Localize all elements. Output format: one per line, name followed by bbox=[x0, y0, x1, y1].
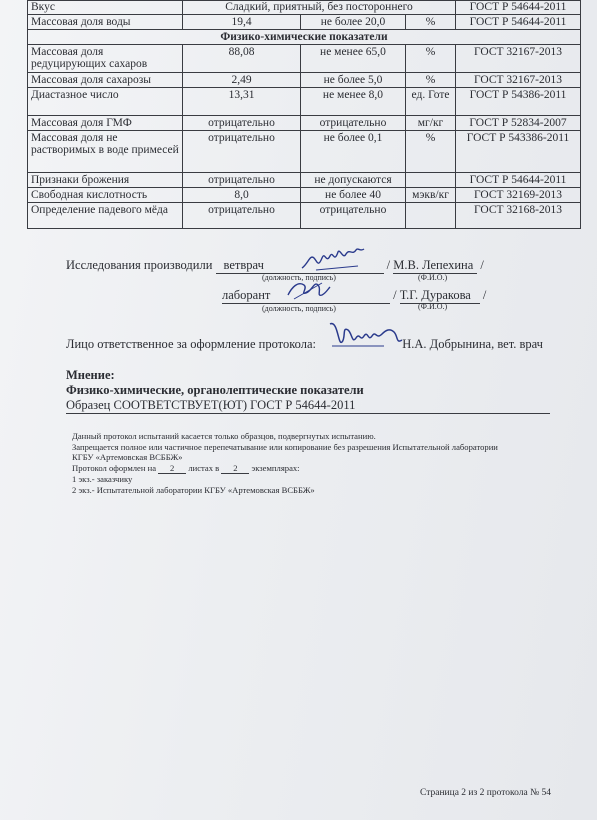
norm-cell: не более 40 bbox=[301, 188, 406, 203]
lab-position: лаборант bbox=[222, 288, 390, 304]
responsible-signature bbox=[324, 316, 408, 354]
vet-name: М.В. Лепехина bbox=[393, 258, 477, 274]
norm-cell: не допускаются bbox=[301, 173, 406, 188]
opinion-conclusion: Образец СООТВЕТСТВУЕТ(ЮТ) ГОСТ Р 54644-2011 bbox=[66, 398, 550, 414]
table-row bbox=[28, 88, 581, 116]
table-row bbox=[28, 1, 581, 15]
unit-cell: % bbox=[406, 131, 456, 173]
lab-fio-hint: (Ф.И.О.) bbox=[418, 302, 448, 311]
indicator-name: Вкус bbox=[28, 1, 183, 15]
studies-label: Исследования производили bbox=[66, 258, 213, 272]
result-cell: 19,4 bbox=[183, 15, 301, 30]
result-cell: отрицательно bbox=[183, 116, 301, 131]
indicator-name: Массовая доля ГМФ bbox=[28, 116, 183, 131]
result-cell: 13,31 bbox=[183, 88, 301, 116]
table-row bbox=[28, 173, 581, 188]
page-footer: Страница 2 из 2 протокола № 54 bbox=[420, 788, 552, 798]
unit-cell: мэкв/кг bbox=[406, 188, 456, 203]
norm-cell: не менее 65,0 bbox=[301, 45, 406, 73]
note-line: Данный протокол испытаний касается только образцов, подвергнутых испытанию. bbox=[72, 431, 376, 441]
result-cell: отрицательно bbox=[183, 131, 301, 173]
indicator-name: Свободная кислотность bbox=[28, 188, 183, 203]
lab-position-hint: (должность, подпись) bbox=[262, 304, 336, 313]
norm-cell: отрицательно bbox=[301, 116, 406, 131]
result-cell: 88,08 bbox=[183, 45, 301, 73]
method-cell: ГОСТ Р 543386-2011 bbox=[456, 131, 581, 173]
method-cell: ГОСТ Р 54644-2011 bbox=[456, 15, 581, 30]
vet-position: ветврач bbox=[216, 258, 384, 274]
indicator-name: Массовая доля воды bbox=[28, 15, 183, 30]
note-line bbox=[72, 463, 572, 475]
indicator-value: Сладкий, приятный, без постороннего bbox=[183, 1, 456, 15]
table-row bbox=[28, 188, 581, 203]
note-line: 1 экз.- заказчику bbox=[72, 474, 133, 484]
method-cell: ГОСТ 32167-2013 bbox=[456, 73, 581, 88]
table-row bbox=[28, 73, 581, 88]
table-row bbox=[28, 116, 581, 131]
norm-cell: не более 0,1 bbox=[301, 131, 406, 173]
responsible-name: Н.А. Добрынина, вет. врач bbox=[402, 337, 543, 351]
unit-cell: ед. Готе bbox=[406, 88, 456, 116]
copies-count: 2 bbox=[221, 463, 249, 475]
vet-fio-hint: (Ф.И.О.) bbox=[418, 273, 448, 282]
norm-cell: не более 20,0 bbox=[301, 15, 406, 30]
opinion-title: Мнение: bbox=[66, 368, 115, 382]
result-cell: 2,49 bbox=[183, 73, 301, 88]
table-row bbox=[28, 15, 581, 30]
unit-cell: % bbox=[406, 15, 456, 30]
norm-cell: не более 5,0 bbox=[301, 73, 406, 88]
results-table bbox=[27, 0, 581, 229]
result-cell: отрицательно bbox=[183, 173, 301, 188]
studies-line-lab: лаборант / Т.Г. Дуракова / bbox=[222, 288, 487, 302]
studies-line-vet: Исследования производили ветврач / М.В. Лепехина / bbox=[66, 258, 484, 272]
note-line: Запрещается полное или частичное перепечатывание или копирование без разрешения Испытательной лаборатории bbox=[72, 441, 498, 452]
note-text: экземплярах: bbox=[251, 462, 300, 473]
method-cell: ГОСТ 32169-2013 bbox=[456, 188, 581, 203]
lab-signature bbox=[282, 275, 334, 305]
sheets-count: 2 bbox=[158, 463, 186, 475]
vet-signature bbox=[298, 244, 368, 274]
method-cell: ГОСТ Р 54644-2011 bbox=[456, 173, 581, 188]
table-row bbox=[28, 131, 581, 173]
method-cell: ГОСТ Р 54644-2011 bbox=[456, 1, 581, 15]
indicator-name: Массовая доля редуцирующих сахаров bbox=[28, 45, 183, 73]
unit-cell bbox=[406, 203, 456, 229]
note-text: листах в bbox=[188, 462, 220, 473]
indicator-name: Массовая доля сахарозы bbox=[28, 73, 183, 88]
method-cell: ГОСТ 32167-2013 bbox=[456, 45, 581, 73]
indicator-name: Признаки брожения bbox=[28, 173, 183, 188]
unit-cell: % bbox=[406, 73, 456, 88]
unit-cell: мг/кг bbox=[406, 116, 456, 131]
table-row bbox=[28, 30, 581, 45]
responsible-label: Лицо ответственное за оформление протокола: bbox=[66, 337, 316, 351]
norm-cell: не менее 8,0 bbox=[301, 88, 406, 116]
result-cell: 8,0 bbox=[183, 188, 301, 203]
indicator-name: Массовая доля не растворимых в воде примесей bbox=[28, 131, 183, 173]
lab-name: Т.Г. Дуракова bbox=[400, 288, 480, 304]
table-row bbox=[28, 203, 581, 229]
opinion-subtitle: Физико-химические, органолептические показатели bbox=[66, 383, 364, 397]
norm-cell: отрицательно bbox=[301, 203, 406, 229]
opinion-block bbox=[66, 368, 566, 414]
method-cell: ГОСТ 32168-2013 bbox=[456, 203, 581, 229]
method-cell: ГОСТ Р 52834-2007 bbox=[456, 116, 581, 131]
result-cell: отрицательно bbox=[183, 203, 301, 229]
unit-cell bbox=[406, 173, 456, 188]
table-row bbox=[28, 45, 581, 73]
protocol-notes bbox=[72, 431, 572, 495]
unit-cell: % bbox=[406, 45, 456, 73]
note-line: КГБУ «Артемовская ВСББЖ» bbox=[72, 452, 183, 462]
responsible-line bbox=[66, 337, 543, 352]
method-cell: ГОСТ Р 54386-2011 bbox=[456, 88, 581, 116]
indicator-name: Диастазное число bbox=[28, 88, 183, 116]
note-line: 2 экз.- Испытательной лаборатории КГБУ «Артемовская ВСББЖ» bbox=[72, 484, 315, 495]
note-text: Протокол оформлен на bbox=[72, 462, 157, 473]
section-heading: Физико-химические показатели bbox=[28, 30, 581, 45]
vet-position-hint: (должность, подпись) bbox=[262, 273, 336, 282]
indicator-name: Определение падевого мёда bbox=[28, 203, 183, 229]
